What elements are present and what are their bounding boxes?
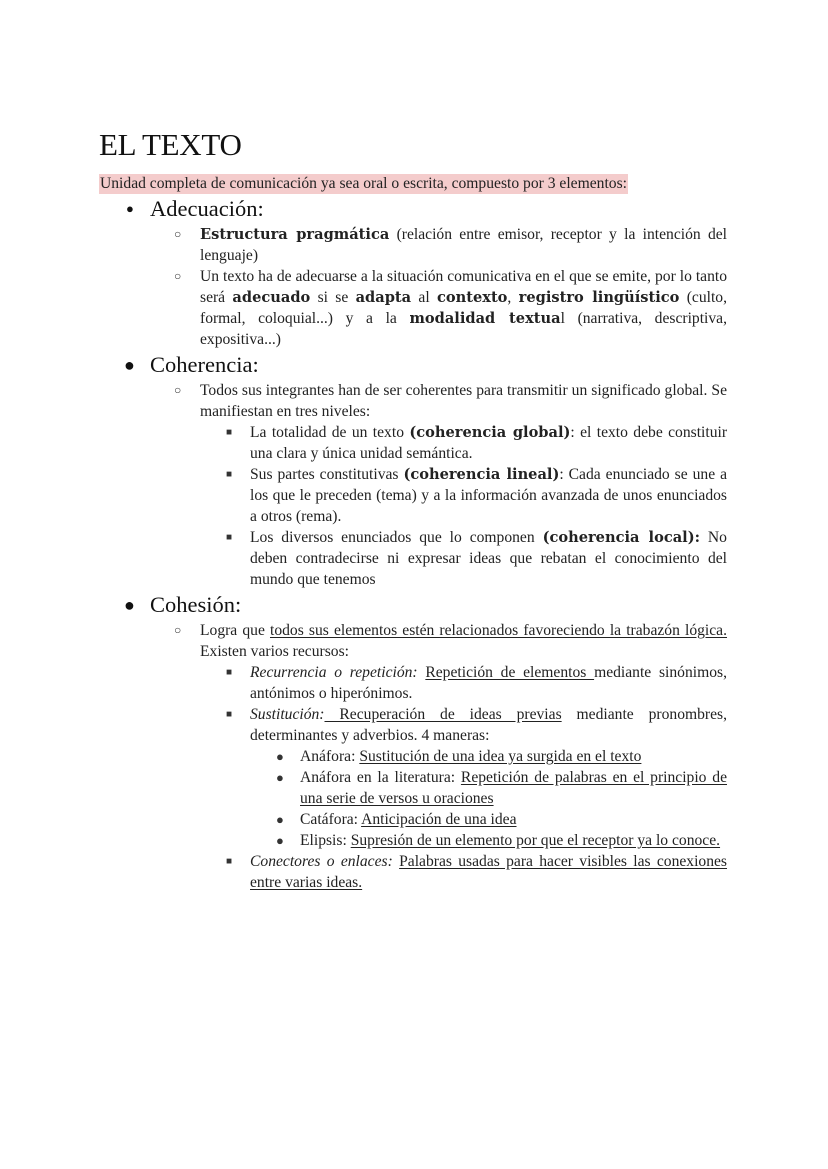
- circle-bullet-icon: ○: [174, 227, 182, 241]
- underline-text-run: Recuperación de ideas previas: [324, 706, 562, 723]
- text-run: ,: [507, 289, 519, 306]
- text-run: No deben contradecirse ni expresar ideas que rebatan el conocimiento del mundo que tenemos: [250, 529, 727, 588]
- bold-text-run: contexto: [436, 289, 508, 306]
- disc-bullet-icon: ●: [276, 749, 284, 764]
- text-run: Anáfora en la literatura:: [300, 769, 461, 786]
- list-item: [0, 422, 727, 464]
- bold-text-run: (coherencia local):: [542, 529, 701, 546]
- bold-text-run: adapta: [355, 289, 412, 306]
- disc-bullet-icon: ●: [276, 812, 284, 827]
- circle-bullet-icon: ○: [174, 383, 182, 397]
- circle-bullet-icon: ○: [174, 623, 182, 637]
- outline-list: [0, 194, 828, 893]
- text-run: Logra que: [200, 622, 270, 639]
- list-item: [0, 704, 727, 746]
- square-bullet-icon: ■: [226, 856, 233, 867]
- section-heading-label: Cohesión:: [150, 592, 242, 617]
- circle-bullet-icon: ○: [174, 269, 182, 283]
- underline-text-run: Repetición de palabras en el principio de una serie de versos u oraciones: [300, 769, 727, 807]
- list-item: [0, 464, 727, 527]
- underline-text-run: Repetición de elementos: [425, 664, 595, 681]
- text-run: al: [411, 289, 437, 306]
- list-item: [0, 809, 727, 830]
- text-run: La totalidad de un texto: [250, 424, 410, 441]
- disc-bullet-icon: ●: [124, 595, 135, 615]
- list-item: [0, 380, 727, 422]
- text-run: Existen varios recursos:: [200, 643, 349, 660]
- underline-text-run: Palabras usadas para hacer visibles las conexiones entre varias ideas.: [250, 853, 728, 891]
- text-run: Un texto ha de adecuarse a la situación comunicativa en el que se emite, por lo tanto será: [200, 268, 727, 306]
- page-title: EL TEXTO: [99, 127, 242, 162]
- list-item: [0, 662, 727, 704]
- text-run: Catáfora:: [300, 811, 362, 828]
- bold-text-run: (coherencia lineal): [403, 466, 560, 483]
- underline-text-run: Supresión de un elemento por que el receptor ya lo conoce.: [350, 832, 721, 849]
- italic-text-run: Recurrencia o repetición:: [250, 664, 418, 681]
- list-item: [0, 224, 727, 266]
- bold-text-run: (coherencia global): [409, 424, 571, 441]
- text-run: l (narrativa, descriptiva, expositiva...): [200, 310, 727, 348]
- underline-text-run: Sustitución de una idea ya surgida en el texto: [359, 748, 642, 765]
- text-run: Sus partes constitutivas: [250, 466, 404, 483]
- square-bullet-icon: ■: [226, 469, 233, 480]
- text-run: Elipsis:: [300, 832, 351, 849]
- bold-text-run: Estructura pragmática: [200, 226, 390, 243]
- list-item: [0, 830, 727, 851]
- text-run: (culto, formal, coloquial...) y a la: [200, 289, 727, 327]
- text-run: (relación entre emisor, receptor y la intención del lenguaje): [200, 226, 728, 264]
- square-bullet-icon: ■: [226, 709, 233, 720]
- list-item: [0, 620, 727, 662]
- highlighted-intro: Unidad completa de comunicación ya sea oral o escrita, compuesto por 3 elementos:: [100, 175, 627, 192]
- list-item: [0, 851, 727, 893]
- text-run: : el texto debe constituir una clara y única unidad semántica.: [250, 424, 728, 462]
- list-item: [0, 266, 727, 350]
- text-run: : Cada enunciado se une a los que le preceden (tema) y a la información avanzada de unos enunciados a otros (rema).: [250, 466, 728, 525]
- text-run: mediante pronombres, determinantes y adverbios. 4 maneras:: [250, 706, 727, 744]
- text-run: Los diversos enunciados que lo componen: [250, 529, 543, 546]
- underline-text-run: Anticipación de una idea: [361, 811, 517, 828]
- square-bullet-icon: ■: [226, 532, 233, 543]
- disc-bullet-icon: ●: [276, 770, 284, 785]
- disc-bullet-icon: ●: [126, 201, 134, 216]
- section-heading: [0, 194, 828, 224]
- italic-text-run: Sustitución:: [250, 706, 325, 723]
- bold-text-run: adecuado: [232, 289, 311, 306]
- disc-bullet-icon: ●: [124, 355, 135, 375]
- italic-text-run: Conectores o enlaces:: [250, 853, 393, 870]
- underline-text-run: todos sus elementos estén relacionados favoreciendo la trabazón lógica.: [269, 622, 728, 639]
- square-bullet-icon: ■: [226, 427, 233, 438]
- square-bullet-icon: ■: [226, 667, 233, 678]
- section-heading: [0, 590, 828, 620]
- text-run: mediante sinónimos, antónimos o hiperónimos.: [250, 664, 727, 702]
- text-run: Anáfora:: [300, 748, 360, 765]
- bold-text-run: modalidad textua: [409, 310, 561, 327]
- section-heading-label: Adecuación:: [150, 196, 264, 221]
- bold-text-run: registro lingüístico: [518, 289, 680, 306]
- list-item: [0, 527, 727, 590]
- text-run: Todos sus integrantes han de ser coherentes para transmitir un significado global. Se manifiestan en tres niveles:: [200, 382, 727, 420]
- text-run: si se: [310, 289, 356, 306]
- section-heading-label: Coherencia:: [150, 352, 259, 377]
- list-item: [0, 746, 727, 767]
- disc-bullet-icon: ●: [276, 833, 284, 848]
- section-heading: [0, 350, 828, 380]
- list-item: [0, 767, 727, 809]
